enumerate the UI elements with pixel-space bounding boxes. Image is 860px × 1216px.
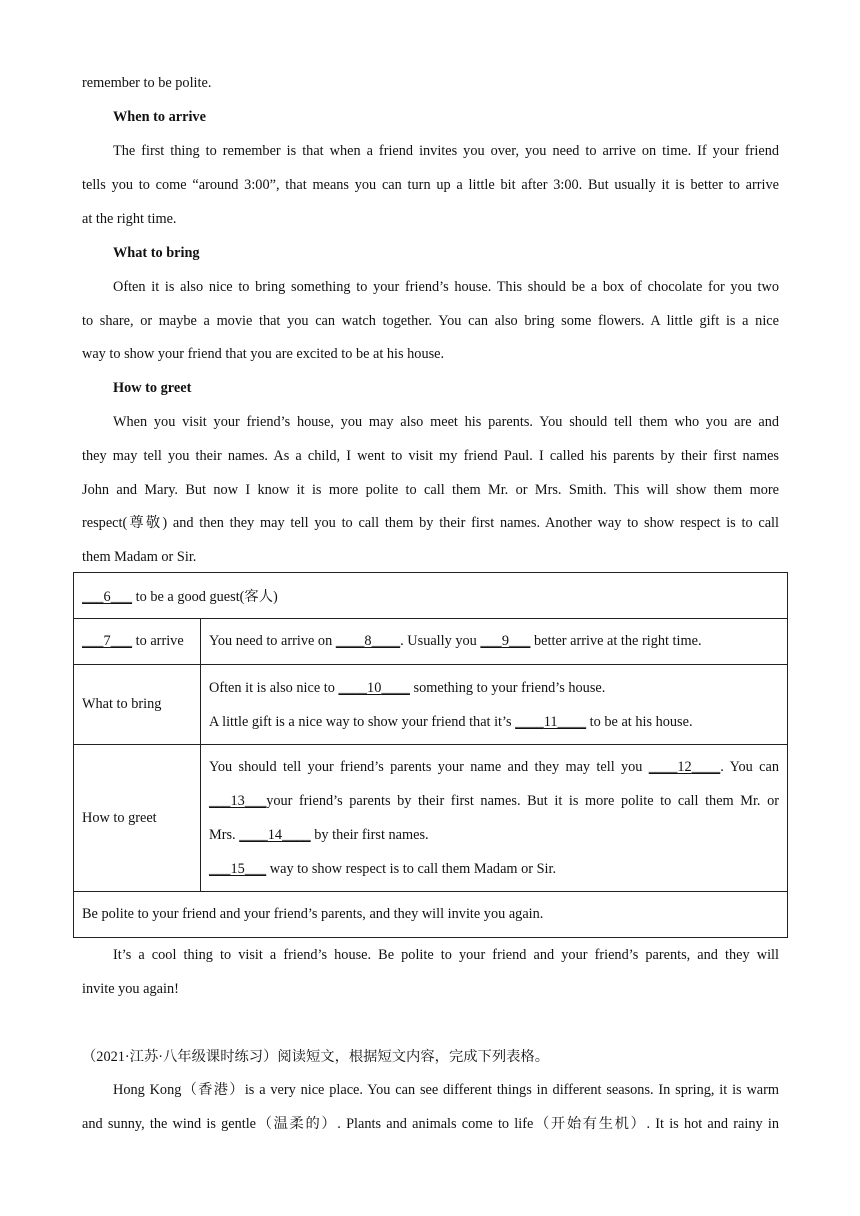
section-heading-bring: What to bring: [113, 245, 200, 261]
row-label-arrive: ___7___ to arrive: [74, 619, 201, 665]
table-row: [74, 573, 788, 619]
row-label-bring: What to bring: [74, 665, 201, 745]
row-content-bring: [201, 665, 788, 745]
paragraph-line: and sunny, the wind is gentle（温柔的）. Plants and animals come to life（开始有生机）. It is hot and rainy in: [82, 1116, 779, 1132]
cell-line: ___13___your friend’s parents by their first names. But it is more polite to call them Mr. or: [209, 793, 780, 809]
paragraph-line: When you visit your friend’s house, you may also meet his parents. You should tell them who you are and: [113, 414, 779, 430]
row-label-greet: How to greet: [74, 745, 201, 892]
section-heading-arrive: When to arrive: [113, 109, 206, 125]
exercise-instruction: （2021·江苏·八年级课时练习）阅读短文，根据短文内容，完成下列表格。: [82, 1049, 550, 1065]
cell-line: ___15___ way to show respect is to call them Madam or Sir.: [209, 861, 557, 877]
paragraph-line: them Madam or Sir.: [82, 549, 197, 565]
paragraph-line: Often it is also nice to bring something to your friend’s house. This should be a box of chocolate for you two: [113, 279, 779, 295]
paragraph-line: Hong Kong（香港）is a very nice place. You can see different things in different seasons. In spring, it is warm: [113, 1082, 779, 1098]
table-title-cell: ___6___ to be a good guest(客人): [74, 573, 788, 619]
row-content-greet: [201, 745, 788, 892]
answer-blank-6[interactable]: ___6___: [82, 588, 133, 605]
cell-line: You should tell your friend’s parents your name and they may tell you ____12____. You can: [209, 759, 779, 775]
paragraph-line: to share, or maybe a movie that you can watch together. You can also bring some flowers. A little gift is a nice: [82, 313, 779, 329]
paragraph-line: invite you again!: [82, 981, 179, 997]
table-footer-cell: Be polite to your friend and your friend’s parents, and they will invite you again.: [74, 892, 788, 938]
paragraph-line: at the right time.: [82, 211, 177, 227]
summary-table: [73, 572, 788, 938]
table-row: [74, 665, 788, 745]
answer-blank-8[interactable]: ____8____: [335, 633, 401, 649]
section-heading-greet: How to greet: [113, 380, 192, 396]
paragraph-line: way to show your friend that you are excited to be at his house.: [82, 346, 445, 362]
answer-blank-12[interactable]: ____12____: [648, 759, 721, 775]
paragraph-line: respect(尊敬) and then they may tell you to call them by their first names. Another way to show respect is to call: [82, 515, 779, 531]
paragraph-line: John and Mary. But now I know it is more polite to call them Mr. or Mrs. Smith. This will show them more: [82, 482, 779, 498]
paragraph-line: tells you to come “around 3:00”, that means you can turn up a little bit after 3:00. But usually it is better to arrive: [82, 177, 779, 193]
answer-blank-9[interactable]: ___9___: [480, 633, 531, 649]
answer-blank-11[interactable]: ____11____: [515, 713, 587, 730]
answer-blank-10[interactable]: ____10____: [338, 679, 410, 696]
cell-line: Mrs. ____14____ by their first names.: [209, 827, 429, 843]
answer-blank-7[interactable]: ___7___: [82, 633, 133, 649]
table-row: [74, 892, 788, 938]
answer-blank-15[interactable]: ___15___: [209, 861, 267, 877]
table-row: [74, 619, 788, 665]
cell-line: Often it is also nice to ____10____ something to your friend’s house.: [209, 679, 606, 696]
passage-opening-tail: remember to be polite.: [82, 75, 212, 91]
cell-line: A little gift is a nice way to show your friend that it’s ____11____ to be at his house.: [209, 713, 693, 730]
paragraph-line: The first thing to remember is that when a friend invites you over, you need to arrive on time. If your friend: [113, 143, 779, 159]
paragraph-line: It’s a cool thing to visit a friend’s house. Be polite to your friend and your friend’s parents, and they will: [113, 947, 779, 963]
answer-blank-14[interactable]: ____14____: [239, 827, 311, 843]
row-content-arrive: You need to arrive on ____8____. Usually you ___9___ better arrive at the right time.: [201, 619, 788, 665]
paragraph-line: they may tell you their names. As a child, I went to visit my friend Paul. I called his parents by their first names: [82, 448, 779, 464]
table-row: [74, 745, 788, 892]
answer-blank-13[interactable]: ___13___: [209, 793, 267, 809]
